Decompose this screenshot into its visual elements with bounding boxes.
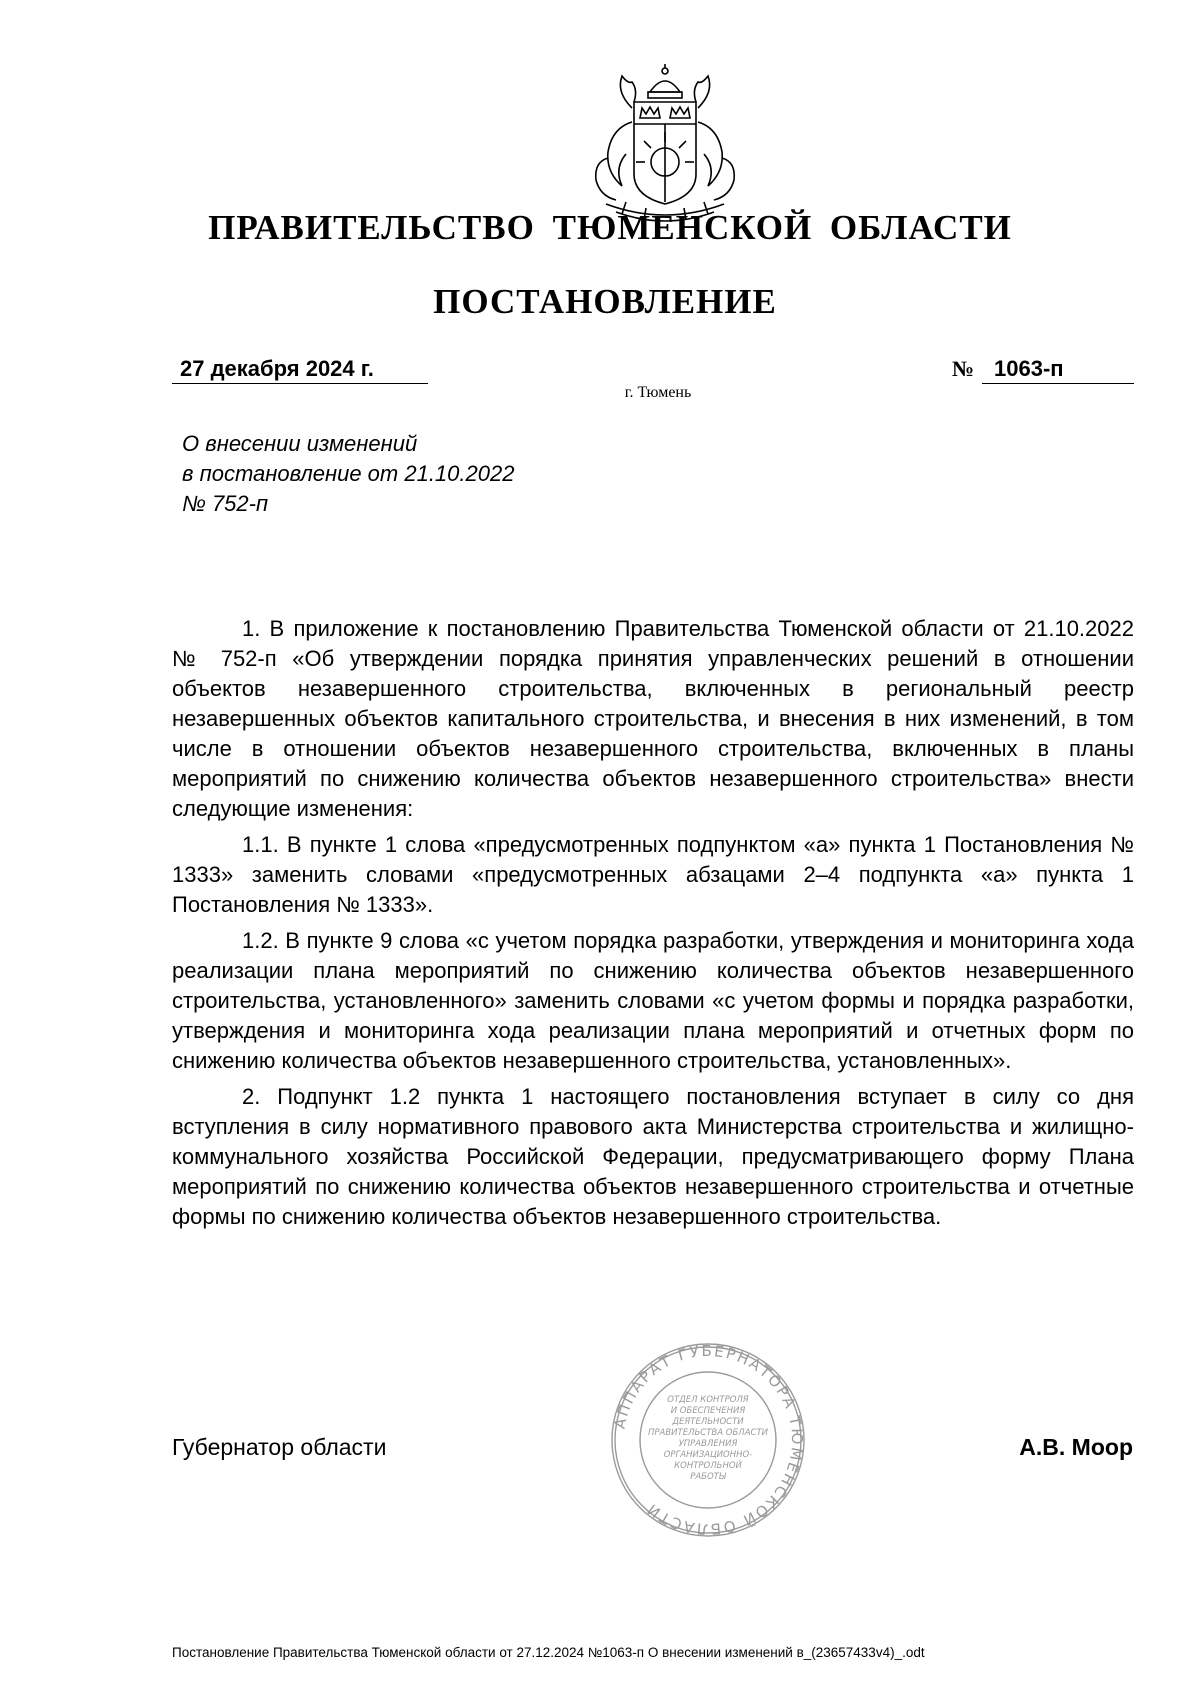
body-paragraph: 1.1. В пункте 1 слова «предусмотренных подпунктом «а» пункта 1 Постановления № 1333» заменить словами «предусмотренных абзацами 2–4 подпункта «а» пункта 1 Постановления № 1333». — [172, 832, 1134, 917]
body-paragraph: 1. В приложение к постановлению Правительства Тюменской области от 21.10.2022 № 752-п «Об утверждении порядка принятия управленческих решений в отношении объектов незавершенного строительства, включенных в региональный реестр незавершенных объектов капитального строительства, и внесения в них изменений, в том числе в отношении объектов незавершенного строительства, включенных в планы мероприятий по снижению количества объектов незавершенного строительства» внести следующие изменения: — [172, 616, 1134, 821]
document-city: г. Тюмень — [624, 384, 692, 401]
stamp-inner-line: ОРГАНИЗАЦИОННО- — [663, 1450, 753, 1460]
subject-line: № 752-п — [182, 491, 269, 516]
document-subject — [182, 429, 742, 519]
stamp-inner-line: УПРАВЛЕНИЯ — [678, 1439, 738, 1449]
subject-line: О внесении изменений — [182, 431, 418, 456]
stamp-inner-line: РАБОТЫ — [690, 1472, 726, 1482]
signatory-name: А.В. Моор — [1019, 1434, 1133, 1460]
stamp-inner-line: КОНТРОЛЬНОЙ — [674, 1461, 742, 1471]
stamp-inner-line: ДЕЯТЕЛЬНОСТИ — [672, 1417, 744, 1427]
official-stamp — [608, 1340, 808, 1540]
document-number-label: № — [952, 356, 975, 381]
document-number: 1063-п — [982, 354, 1134, 384]
organization-title: ПРАВИТЕЛЬСТВО ТЮМЕНСКОЙ ОБЛАСТИ — [208, 208, 1012, 247]
body-paragraph: 1.2. В пункте 9 слова «с учетом порядка разработки, утверждения и мониторинга хода реализации плана мероприятий по снижению количества объектов незавершенного строительства, установленного» заменить словами «с учетом формы и порядка разработки, утверждения и мониторинга хода реализации плана мероприятий и отчетных форм по снижению количества объектов незавершенного строительства, установленных». — [172, 928, 1134, 1073]
stamp-inner-line: ОТДЕЛ КОНТРОЛЯ — [667, 1395, 749, 1405]
document-footer: Постановление Правительства Тюменской области от 27.12.2024 №1063-п О внесении изменений в_(23657433v4)_.odt — [172, 1645, 925, 1660]
coat-of-arms-icon — [586, 62, 744, 230]
document-date: 27 декабря 2024 г. — [172, 354, 428, 384]
stamp-outer-text: АППАРАТ ГУБЕРНАТОРА ТЮМЕНСКОЙ ОБЛАСТИ — [610, 1341, 807, 1539]
document-type-title: ПОСТАНОВЛЕНИЕ — [433, 282, 777, 321]
stamp-inner-line: ПРАВИТЕЛЬСТВА ОБЛАСТИ — [648, 1428, 768, 1438]
body-paragraph: 2. Подпункт 1.2 пункта 1 настоящего постановления вступает в силу со дня вступления в силу нормативного правового акта Министерства строительства и жилищно-коммунального хозяйства Российской Федерации, предусматривающего форму Плана мероприятий по снижению количества объектов незавершенного строительства и отчетные формы по снижению количества объектов незавершенного строительства. — [172, 1084, 1134, 1229]
stamp-inner-line: И ОБЕСПЕЧЕНИЯ — [670, 1406, 746, 1416]
document-body — [172, 614, 1134, 1232]
subject-line: в постановление от 21.10.2022 — [182, 461, 515, 486]
signatory-title: Губернатор области — [172, 1434, 387, 1460]
